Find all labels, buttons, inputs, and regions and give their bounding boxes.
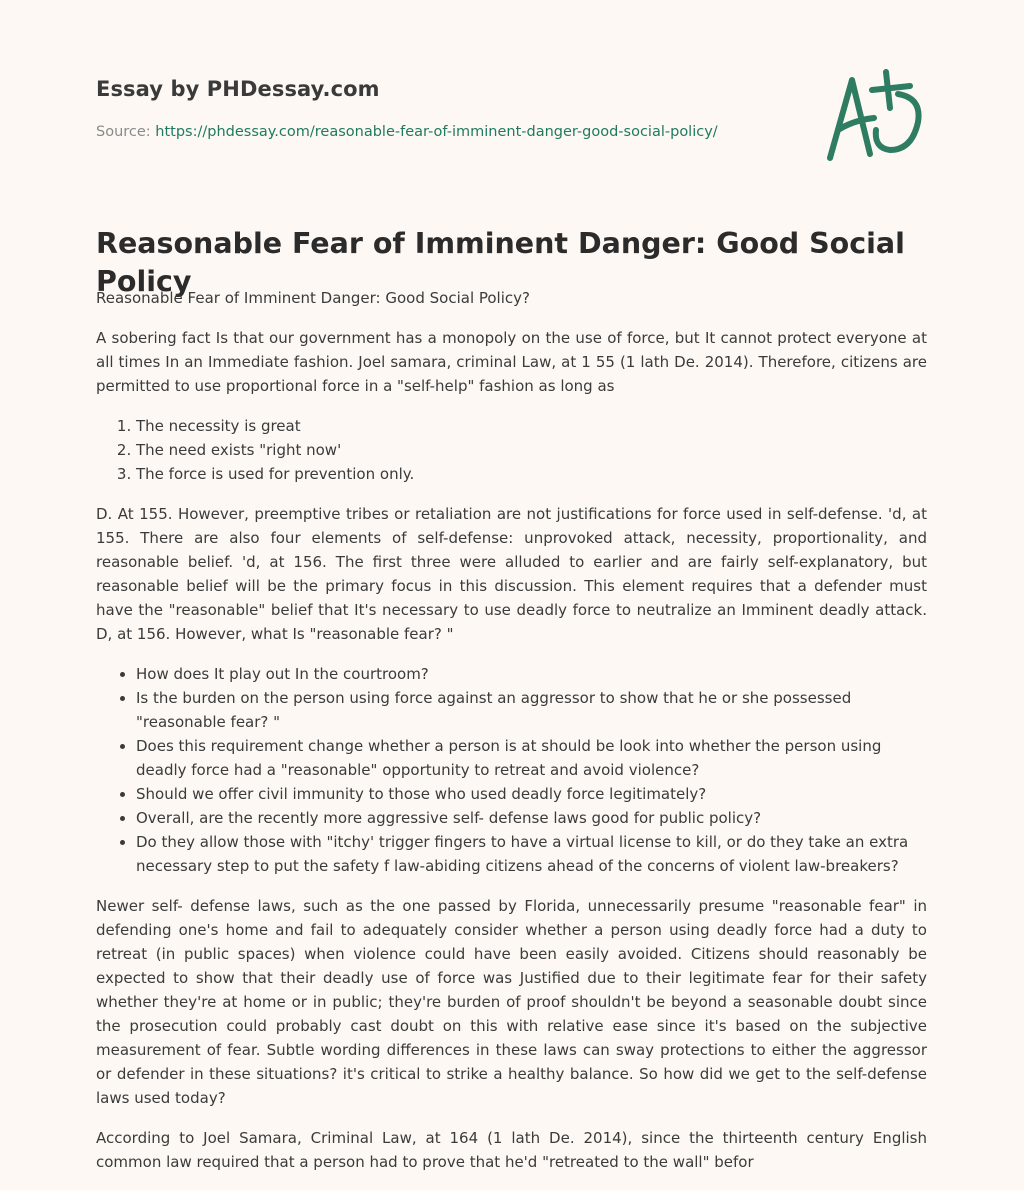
- bullet-list-item: • Should we offer civil immunity to those who used deadly force legitimately?: [136, 782, 927, 806]
- source-line: [96, 124, 718, 140]
- bullet-list-item: • How does It play out In the courtroom?: [136, 662, 927, 686]
- ordered-list-item: 3. The force is used for prevention only.: [136, 462, 927, 486]
- article-title: Reasonable Fear of Imminent Danger: Good Social Policy: [96, 227, 905, 298]
- paragraph-4: According to Joel Samara, Criminal Law, at 164 (1 lath De. 2014), since the thirteenth century English common law required that a person had to prove that he'd "retreated to the wall" befor: [96, 1129, 927, 1171]
- bullet-list-item: • Is the burden on the person using force against an aggressor to show that he or she possessed "reasonable fear? ": [136, 686, 927, 734]
- bullet-list-item: • Does this requirement change whether a person is at should be look into whether the person using deadly force had a "reasonable" opportunity to retreat and avoid violence?: [136, 734, 927, 782]
- bullet-list-item: • Do they allow those with "itchy' trigger fingers to have a virtual license to kill, or do they take an extra necessary step to put the safety f law-abiding citizens ahead of the concerns of violent law-breakers?: [136, 830, 927, 878]
- ordered-list: [96, 414, 927, 486]
- paragraph-2: D. At 155. However, preemptive tribes or retaliation are not justifications for force used in self-defense. 'd, at 155. There are also four elements of self-defense: unprovoked attack, necessity, proportionality, and reasonable belief. 'd, at 156. The first three were alluded to earlier and are fairly self-explanatory, but reasonable belief will be the primary focus in this discussion. This element requires that a defender must have the "reasonable" belief that It's necessary to use deadly force to neutralize an Imminent deadly attack. D, at 156. However, what Is "reasonable fear? ": [96, 505, 927, 643]
- a-plus-logo-icon: [818, 64, 930, 168]
- source-link[interactable]: https://phdessay.com/reasonable-fear-of-imminent-danger-good-social-policy/: [155, 124, 718, 140]
- ordered-list-item: 1. The necessity is great: [136, 414, 927, 438]
- bullet-list-item: • Overall, are the recently more aggressive self- defense laws good for public policy?: [136, 806, 927, 830]
- ordered-list-item: 2. The need exists "right now': [136, 438, 927, 462]
- paragraph-1: A sobering fact Is that our government has a monopoly on the use of force, but It cannot protect everyone at all times In an Immediate fashion. Joel samara, criminal Law, at 1 55 (1 lath De. 2014). Therefore, citizens are permitted to use proportional force in a "self-help" fashion as long as: [96, 329, 927, 395]
- paragraph-3: Newer self- defense laws, such as the one passed by Florida, unnecessarily presume "reasonable fear" in defending one's home and fail to adequately consider whether a person using deadly force had a duty to retreat (in public spaces) when violence could have been easily avoided. Citizens should reasonably be expected to show that their deadly use of force was Justified due to their legitimate fear for their safety whether they're at home or in public; they're burden of proof shouldn't be beyond a seasonable doubt since the prosecution could probably cast doubt on this with relative ease since it's based on the subjective measurement of fear. Subtle wording differences in these laws can sway protections to either the aggressor or defender in these situations? it's critical to strike a healthy balance. So how did we get to the self-defense laws used today?: [96, 897, 927, 1107]
- article-body: [96, 286, 927, 1190]
- bullet-list: [96, 662, 927, 878]
- article-subtitle: Reasonable Fear of Imminent Danger: Good Social Policy?: [96, 289, 530, 307]
- site-brand: Essay by PHDessay.com: [96, 77, 380, 101]
- source-label: Source:: [96, 124, 151, 140]
